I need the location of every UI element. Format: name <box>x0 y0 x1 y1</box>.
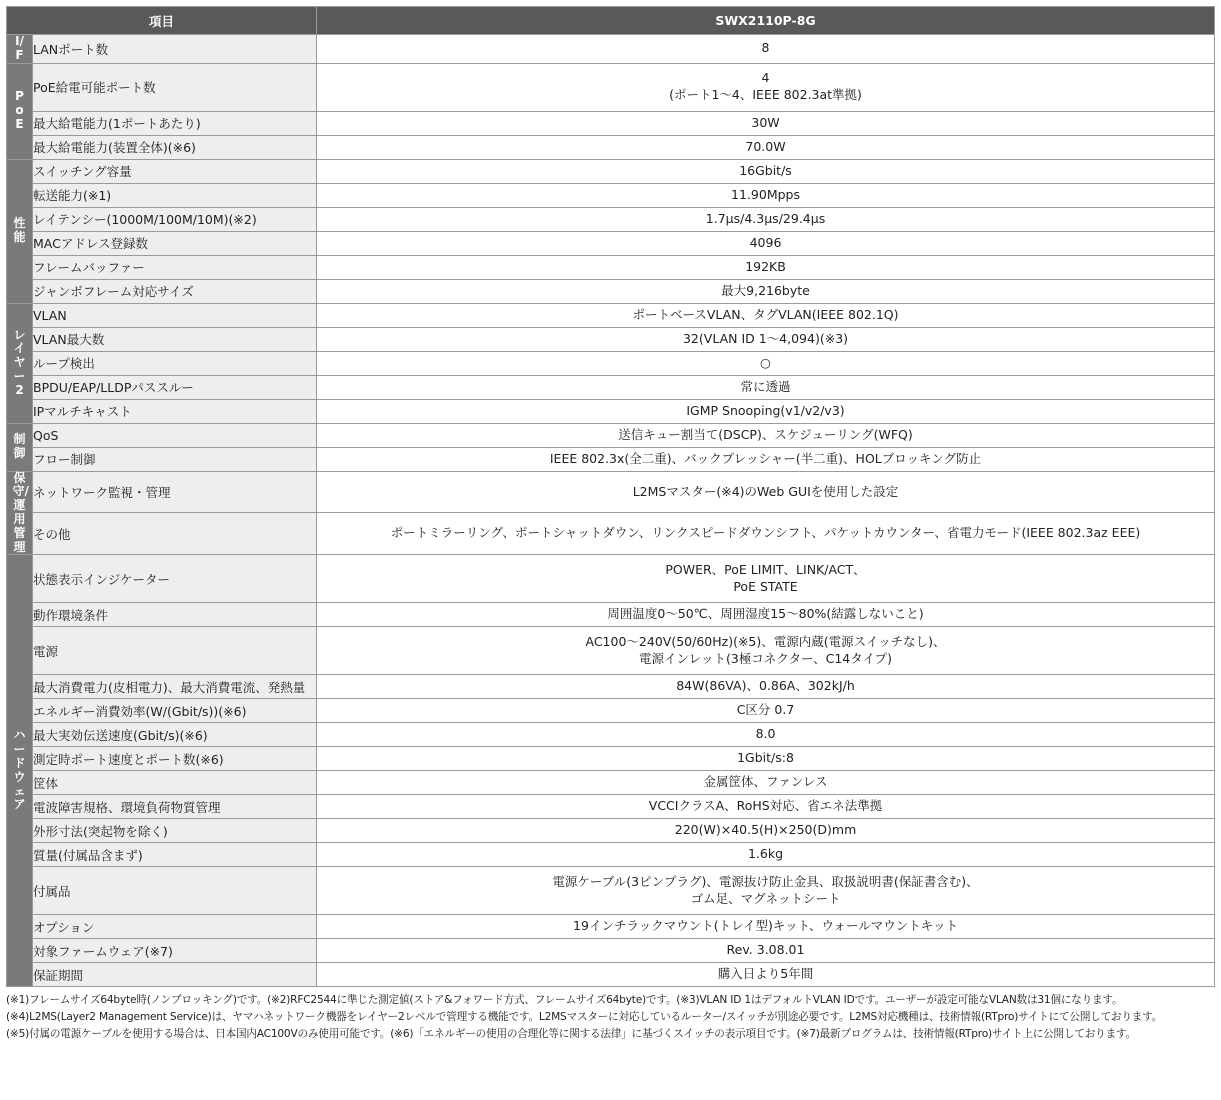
spec-label: 最大給電能力(装置全体)(※6) <box>33 135 317 159</box>
spec-table-body <box>7 35 1215 987</box>
table-row <box>7 963 1215 987</box>
spec-value-line: 30W <box>751 114 780 130</box>
table-row <box>7 723 1215 747</box>
spec-value-line: 11.90Mpps <box>731 186 800 202</box>
spec-label: スイッチング容量 <box>33 159 317 183</box>
category-cell <box>7 35 33 64</box>
header-item: 項目 <box>7 7 317 35</box>
table-row <box>7 35 1215 64</box>
table-row <box>7 843 1215 867</box>
spec-label: 電源 <box>33 627 317 675</box>
table-row <box>7 555 1215 603</box>
spec-value-line: ポートミラーリング、ポートシャットダウン、リンクスピードダウンシフト、パケットカウンター、省電力モード(IEEE 802.3az EEE) <box>390 525 1141 541</box>
spec-value <box>317 183 1215 207</box>
spec-value-line: 70.0W <box>745 138 786 154</box>
spec-value <box>317 35 1215 64</box>
table-row <box>7 399 1215 423</box>
spec-value <box>317 603 1215 627</box>
table-row <box>7 603 1215 627</box>
footnote-line: (※4)L2MS(Layer2 Management Service)は、ヤマハネットワーク機器をレイヤー2レベルで管理する機能です。L2MSマスターに対応しているルーター/スイッチが別途必要です。L2MS対応機種は、技術情報(RTpro)サイトにて公開しております。 <box>6 1011 1163 1023</box>
spec-label: ネットワーク監視・管理 <box>33 471 317 513</box>
spec-value <box>317 675 1215 699</box>
category-label: 制御 <box>13 432 26 461</box>
spec-label: 測定時ポート速度とポート数(※6) <box>33 747 317 771</box>
spec-value-line: ポートベースVLAN、タグVLAN(IEEE 802.1Q) <box>632 306 899 322</box>
spec-label: BPDU/EAP/LLDPパススルー <box>33 375 317 399</box>
table-row <box>7 747 1215 771</box>
spec-label: 付属品 <box>33 867 317 915</box>
table-row <box>7 867 1215 915</box>
category-label: 性能 <box>13 216 26 245</box>
spec-value-line: 220(W)×40.5(H)×250(D)mm <box>674 822 857 838</box>
spec-value-line: ○ <box>760 354 771 370</box>
spec-label: レイテンシー(1000M/100M/10M)(※2) <box>33 207 317 231</box>
spec-value <box>317 771 1215 795</box>
spec-value <box>317 231 1215 255</box>
spec-label: その他 <box>33 513 317 555</box>
spec-value <box>317 255 1215 279</box>
spec-value <box>317 327 1215 351</box>
spec-value-line: 最大9,216byte <box>721 282 810 298</box>
spec-value <box>317 795 1215 819</box>
spec-value <box>317 915 1215 939</box>
spec-label: VLAN <box>33 303 317 327</box>
category-label: PoE <box>15 89 24 131</box>
table-row <box>7 513 1215 555</box>
spec-value <box>317 399 1215 423</box>
spec-label: PoE給電可能ポート数 <box>33 63 317 111</box>
spec-label: VLAN最大数 <box>33 327 317 351</box>
spec-label: 動作環境条件 <box>33 603 317 627</box>
table-header-row <box>7 7 1215 35</box>
table-row <box>7 303 1215 327</box>
category-cell <box>7 63 33 159</box>
spec-value <box>317 207 1215 231</box>
spec-value-line: 電源インレット(3極コネクター、C14タイプ) <box>638 650 893 666</box>
table-row <box>7 159 1215 183</box>
category-label: ハードウェア <box>13 728 26 812</box>
spec-value <box>317 747 1215 771</box>
category-label: 保守/運用管理 <box>12 470 29 554</box>
spec-value-line: 192KB <box>745 258 786 274</box>
spec-value-line: 32(VLAN ID 1〜4,094)(※3) <box>682 330 849 346</box>
spec-label: IPマルチキャスト <box>33 399 317 423</box>
spec-value-line: 1Gbit/s:8 <box>737 750 794 766</box>
spec-value <box>317 279 1215 303</box>
spec-value-line: (ポート1〜4、IEEE 802.3at準拠) <box>669 87 862 103</box>
table-row <box>7 327 1215 351</box>
spec-label: 質量(付属品含まず) <box>33 843 317 867</box>
spec-label: オプション <box>33 915 317 939</box>
category-cell <box>7 423 33 471</box>
spec-value <box>317 423 1215 447</box>
spec-value-line: 8 <box>761 40 770 56</box>
spec-value-line: 金属筐体、ファンレス <box>703 774 828 790</box>
table-row <box>7 63 1215 111</box>
spec-value <box>317 843 1215 867</box>
spec-value <box>317 555 1215 603</box>
spec-value <box>317 939 1215 963</box>
table-row <box>7 351 1215 375</box>
spec-label: 転送能力(※1) <box>33 183 317 207</box>
spec-value-line: 1.6kg <box>747 846 784 862</box>
table-row <box>7 447 1215 471</box>
spec-value-line: PoE STATE <box>733 578 798 594</box>
spec-label: LANポート数 <box>33 35 317 64</box>
table-row <box>7 255 1215 279</box>
table-row <box>7 819 1215 843</box>
footnote-line: (※5)付属の電源ケーブルを使用する場合は、日本国内AC100Vのみ使用可能です。(※6)「エネルギーの使用の合理化等に関する法律」に基づくスイッチの表示項目です。(※7)最新プログラムは、技術情報(RTpro)サイト上に公開しております。 <box>6 1028 1136 1040</box>
spec-value <box>317 471 1215 513</box>
table-row <box>7 111 1215 135</box>
spec-value-line: 8.0 <box>755 726 776 742</box>
spec-label: 対象ファームウェア(※7) <box>33 939 317 963</box>
table-row <box>7 675 1215 699</box>
spec-value-line: ゴム足、マグネットシート <box>690 890 841 906</box>
spec-value-line: Rev. 3.08.01 <box>726 942 805 958</box>
category-cell <box>7 303 33 423</box>
spec-label: 筐体 <box>33 771 317 795</box>
spec-label: 保証期間 <box>33 963 317 987</box>
spec-value <box>317 867 1215 915</box>
spec-value-line: 周囲温度0〜50℃、周囲湿度15〜80%(結露しないこと) <box>607 606 924 622</box>
category-label: レイヤー2 <box>13 327 26 397</box>
spec-value <box>317 963 1215 987</box>
category-cell <box>7 159 33 303</box>
table-row <box>7 771 1215 795</box>
spec-value-line: 4096 <box>749 234 782 250</box>
spec-label: フロー制御 <box>33 447 317 471</box>
spec-value <box>317 375 1215 399</box>
spec-value-line: IGMP Snooping(v1/v2/v3) <box>686 402 845 418</box>
spec-label: 電波障害規格、環境負荷物質管理 <box>33 795 317 819</box>
spec-value-line: C区分 0.7 <box>736 702 795 718</box>
spec-value <box>317 351 1215 375</box>
table-row <box>7 135 1215 159</box>
spec-value-line: 購入日より5年間 <box>717 966 814 982</box>
spec-label: 最大給電能力(1ポートあたり) <box>33 111 317 135</box>
category-cell <box>7 555 33 987</box>
category-label: I/F <box>15 34 24 62</box>
spec-value-line: 電源ケーブル(3ピンプラグ)、電源抜け防止金具、取扱説明書(保証書含む)、 <box>552 874 979 889</box>
spec-value <box>317 159 1215 183</box>
table-row <box>7 471 1215 513</box>
spec-value-line: 19インチラックマウント(トレイ型)キット、ウォールマウントキット <box>573 918 958 934</box>
spec-value <box>317 513 1215 555</box>
spec-value-line: 16Gbit/s <box>739 162 792 178</box>
spec-value-line: 1.7μs/4.3μs/29.4μs <box>705 210 826 226</box>
spec-value-line: POWER、PoE LIMIT、LINK/ACT、 <box>665 562 866 577</box>
table-row <box>7 423 1215 447</box>
table-row <box>7 207 1215 231</box>
spec-label: 最大実効伝送速度(Gbit/s)(※6) <box>33 723 317 747</box>
table-row <box>7 939 1215 963</box>
spec-value <box>317 63 1215 111</box>
spec-value <box>317 111 1215 135</box>
table-row <box>7 699 1215 723</box>
category-cell <box>7 471 33 555</box>
spec-value-line: VCCIクラスA、RoHS対応、省エネ法準拠 <box>648 798 883 814</box>
spec-value <box>317 135 1215 159</box>
table-row <box>7 231 1215 255</box>
spec-value-line: 常に透過 <box>740 378 791 394</box>
table-row <box>7 795 1215 819</box>
table-row <box>7 915 1215 939</box>
table-row <box>7 279 1215 303</box>
spec-value-line: 4 <box>761 70 770 86</box>
spec-table <box>6 6 1215 987</box>
spec-value-line: 84W(86VA)、0.86A、302kJ/h <box>676 678 855 694</box>
spec-label: ループ検出 <box>33 351 317 375</box>
spec-value-line: IEEE 802.3x(全二重)、バックプレッシャー(半二重)、HOLブロッキング防止 <box>549 450 982 466</box>
header-model: SWX2110P-8G <box>317 7 1215 35</box>
table-row <box>7 627 1215 675</box>
spec-label: MACアドレス登録数 <box>33 231 317 255</box>
spec-value-line: AC100〜240V(50/60Hz)(※5)、電源内蔵(電源スイッチなし)、 <box>585 634 946 649</box>
spec-label: 最大消費電力(皮相電力)、最大消費電流、発熱量 <box>33 675 317 699</box>
footnotes <box>6 992 1218 1043</box>
spec-label: フレームバッファー <box>33 255 317 279</box>
table-row <box>7 183 1215 207</box>
spec-value <box>317 627 1215 675</box>
spec-label: 外形寸法(突起物を除く) <box>33 819 317 843</box>
spec-value <box>317 723 1215 747</box>
table-row <box>7 375 1215 399</box>
spec-label: ジャンボフレーム対応サイズ <box>33 279 317 303</box>
spec-value <box>317 699 1215 723</box>
spec-value <box>317 303 1215 327</box>
spec-value-line: L2MSマスター(※4)のWeb GUIを使用した設定 <box>632 483 899 499</box>
footnote-line: (※1)フレームサイズ64byte時(ノンブロッキング)です。(※2)RFC2544に準じた測定値(ストア&フォワード方式、フレームサイズ64byte)です。(※3)VLAN ID 1はデフォルトVLAN IDです。ユーザーが設定可能なVLAN数は31個になります。 <box>6 994 1123 1006</box>
spec-label: エネルギー消費効率(W/(Gbit/s))(※6) <box>33 699 317 723</box>
spec-value-line: 送信キュー割当て(DSCP)、スケジューリング(WFQ) <box>618 426 913 442</box>
spec-value <box>317 447 1215 471</box>
spec-value <box>317 819 1215 843</box>
spec-label: 状態表示インジケーター <box>33 555 317 603</box>
spec-label: QoS <box>33 423 317 447</box>
